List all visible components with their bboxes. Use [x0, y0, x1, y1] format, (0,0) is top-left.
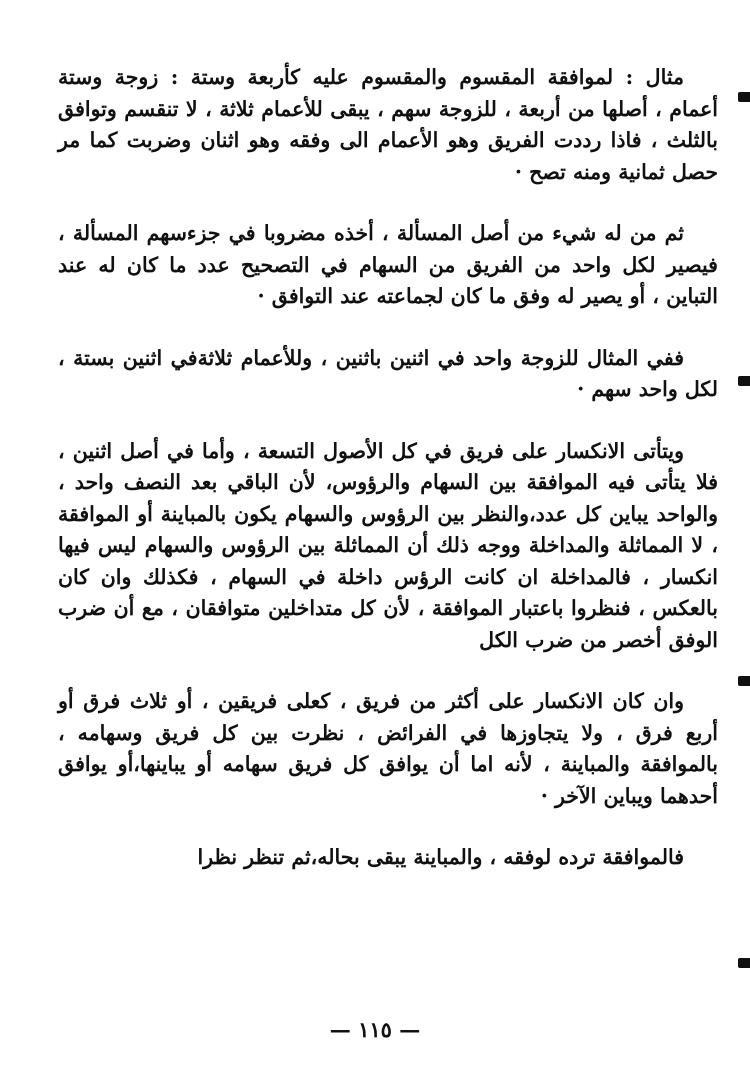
paragraph: ويتأتى الانكسار على فريق في كل الأصول التسعة ، وأما في أصل اثنين ، فلا يتأتى فيه الموافقة بين السهام والرؤوس، لأن الباقي بعد النصف واحد ، والواحد يباين كل عدد،والنظر بين الرؤوس والسهام يكون بالمباينة أو الموافقة ، لا المماثلة والمداخلة ووجه ذلك أن المماثلة بين الرؤوس والسهام ليس فيها انكسار ، فالمداخلة ان كانت الرؤس داخلة في السهام ، فكذلك وان كان بالعكس ، فنظروا باعتبار الموافقة ، لأن كل متداخلين متوافقان ، مع أن ضرب الوفق أخصر من ضرب الكل — [58, 438, 719, 652]
scan-edge-mark — [738, 376, 750, 386]
scan-edge-mark — [738, 958, 750, 968]
paragraph: ثم من له شيء من أصل المسألة ، أخذه مضروبا في جزءسهم المسألة ، فيصير لكل واحد من الفريق من السهام في التصحيح عدد ما كان له عند التباين ، أو يصير له وفق ما كان لجماعته عند التوافق · — [58, 221, 718, 308]
scan-edge-mark — [738, 676, 750, 686]
paragraph: ففي المثال للزوجة واحد في اثنين باثنين ، وللأعمام ثلاثةفي اثنين بستة ، لكل واحد سهم · — [58, 345, 718, 401]
paragraph: مثال : لموافقة المقسوم والمقسوم عليه كأربعة وستة : زوجة وستة أعمام ، أصلها من أربعة ، للزوجة سهم ، يبقى للأعمام ثلاثة ، لا تنقسم وتوافق بالثلث ، فاذا رددت الفريق وهو الأعمام الى وفقه وهو اثنان وضربت كما مر حصل ثمانية ومنه تصح · — [58, 65, 718, 184]
page-body — [58, 62, 718, 904]
page-number: — ١١٥ — — [329, 1017, 421, 1042]
paragraph: فالموافقة ترده لوفقه ، والمباينة يبقى بحاله،ثم تنظر نظرا — [197, 845, 684, 869]
paragraph: وان كان الانكسار على أكثر من فريق ، كعلى فريقين ، أو ثلاث فرق أو أربع فرق ، ولا يتجاوزها في الفرائض ، نظرت بين كل فريق وسهامه ، بالموافقة والمباينة ، لأنه اما أن يوافق كل فريق سهامه أو يباينها،أو يوافق أحدهما ويباين الآخر · — [58, 689, 718, 808]
scan-edge-mark — [738, 92, 750, 102]
